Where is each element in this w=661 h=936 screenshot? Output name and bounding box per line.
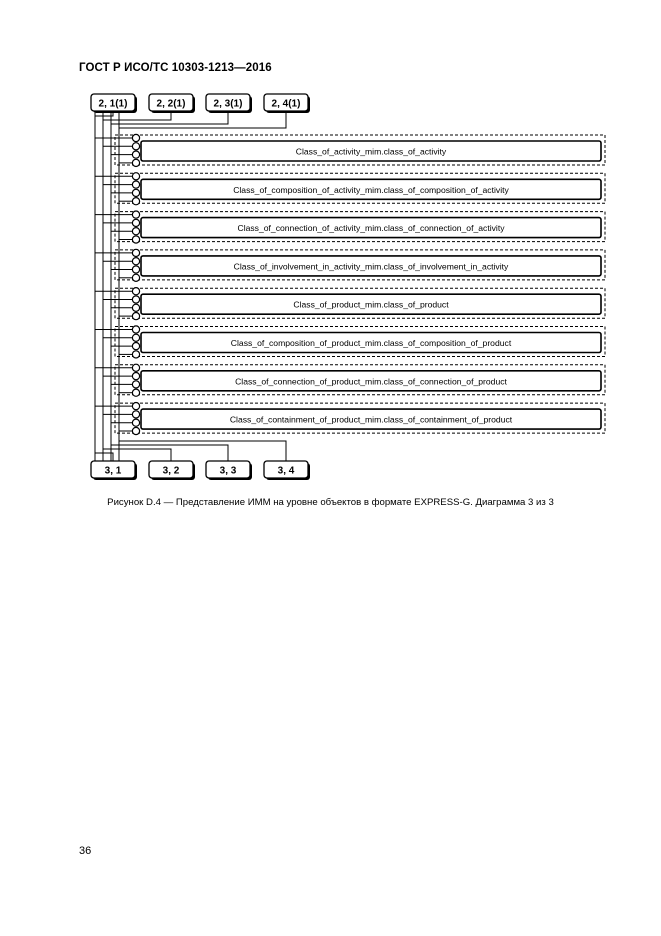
bottom-connector-4 xyxy=(119,441,286,461)
document-header: ГОСТ Р ИСО/ТС 10303-1213—2016 xyxy=(79,62,272,74)
entity-8-connector-circle-2 xyxy=(132,411,139,418)
entity-8-connector-circle-4 xyxy=(132,427,139,434)
entity-6-connector-circle-2 xyxy=(132,334,139,341)
entity-8-connector-circle-1 xyxy=(132,403,139,410)
entity-2-connector-circle-1 xyxy=(132,173,139,180)
entity-3-connector-circle-1 xyxy=(132,211,139,218)
entity-label-5: Class_of_product_mim.class_of_product xyxy=(293,299,449,310)
entity-5-connector-circle-3 xyxy=(132,304,139,311)
entity-label-1: Class_of_activity_mim.class_of_activity xyxy=(295,146,447,157)
entity-label-6: Class_of_composition_of_product_mim.class_of_composition_of_product xyxy=(230,338,512,348)
bottom-ref-1-label: 3, 1 xyxy=(104,465,122,477)
entity-label-2: Class_of_composition_of_activity_mim.class_of_composition_of_activity xyxy=(233,184,509,195)
entity-4-connector-circle-4 xyxy=(132,274,139,281)
entity-4-connector-circle-3 xyxy=(132,266,139,273)
bottom-ref-2-label: 3, 2 xyxy=(162,465,180,477)
entity-3-connector-circle-2 xyxy=(132,219,139,226)
entity-4-connector-circle-1 xyxy=(132,249,139,256)
bottom-connector-3 xyxy=(111,445,228,461)
entity-6-connector-circle-4 xyxy=(132,351,139,358)
top-ref-3-label: 2, 3(1) xyxy=(213,98,243,110)
page-number: 36 xyxy=(79,845,92,857)
entity-8-connector-circle-3 xyxy=(132,419,139,426)
entity-1-connector-circle-1 xyxy=(132,134,139,141)
entity-label-4: Class_of_involvement_in_activity_mim.class_of_involvement_in_activity xyxy=(233,261,509,272)
top-ref-2-label: 2, 2(1) xyxy=(156,98,186,110)
entity-label-8: Class_of_containment_of_product_mim.class_of_containment_of_product xyxy=(229,414,513,425)
figure-caption: Рисунок D.4 — Представление ИММ на уровне объектов в формате EXPRESS-G. Диаграмма 3 из 3 xyxy=(107,497,554,508)
entity-3-connector-circle-4 xyxy=(132,236,139,243)
entity-label-3: Class_of_connection_of_activity_mim.class_of_connection_of_activity xyxy=(237,223,505,234)
entity-6-connector-circle-3 xyxy=(132,343,139,350)
top-ref-4-label: 2, 4(1) xyxy=(271,98,301,110)
bottom-ref-3-label: 3, 3 xyxy=(219,465,237,477)
entity-1-connector-circle-4 xyxy=(132,159,139,166)
entity-7-connector-circle-1 xyxy=(132,364,139,371)
top-ref-1-label: 2, 1(1) xyxy=(98,98,128,110)
entity-5-connector-circle-4 xyxy=(132,313,139,320)
bottom-ref-4-label: 3, 4 xyxy=(277,465,295,477)
bottom-connector-1 xyxy=(95,453,113,461)
entity-2-connector-circle-3 xyxy=(132,189,139,196)
entity-4-connector-circle-2 xyxy=(132,258,139,265)
entity-3-connector-circle-3 xyxy=(132,228,139,235)
entity-5-connector-circle-1 xyxy=(132,288,139,295)
entity-7-connector-circle-4 xyxy=(132,389,139,396)
entity-2-connector-circle-2 xyxy=(132,181,139,188)
entity-6-connector-circle-1 xyxy=(132,326,139,333)
entity-1-connector-circle-2 xyxy=(132,143,139,150)
entity-1-connector-circle-3 xyxy=(132,151,139,158)
entity-2-connector-circle-4 xyxy=(132,198,139,205)
entity-7-connector-circle-3 xyxy=(132,381,139,388)
entity-label-7: Class_of_connection_of_product_mim.class_of_connection_of_product xyxy=(235,376,507,387)
entity-7-connector-circle-2 xyxy=(132,373,139,380)
entity-5-connector-circle-2 xyxy=(132,296,139,303)
